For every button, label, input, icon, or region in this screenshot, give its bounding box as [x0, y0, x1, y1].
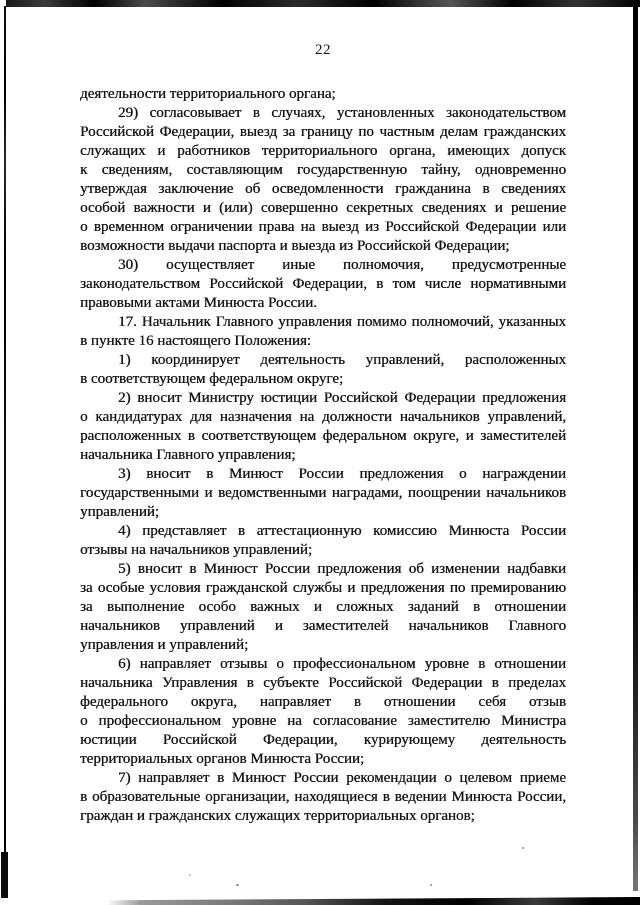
scan-edge-top [6, 0, 640, 7]
text-line: отзывы на начальников управлений; [80, 542, 313, 558]
document-body [80, 85, 566, 826]
text-line: за особые условия гражданской службы и предложения по премированию [80, 580, 566, 596]
text-line: 2) вносит Министру юстиции Российской Федерации предложения [118, 390, 566, 406]
text-line: расположенных в соответствующем федеральном округе, и заместителей [80, 428, 566, 444]
text-line: законодательством Российской Федерации, в том числе нормативными [80, 276, 566, 292]
text-line: 6) направляет отзывы о профессиональном уровне в отношении [118, 656, 566, 672]
text-line: 17. Начальник Главного управления помимо полномочий, указанных [118, 314, 566, 330]
text-line: 29) согласовывает в случаях, установленных законодательством [118, 105, 566, 121]
text-line: о профессиональном уровне на согласование заместителю Министра [80, 713, 566, 729]
text-line: юстиции Российской Федерации, курирующему деятельность [80, 732, 566, 748]
text-line: 30) осуществляет иные полномочия, предусмотренные [118, 257, 566, 273]
text-line: за выполнение особо важных и сложных заданий в отношении [80, 599, 566, 615]
text-line: территориальных органов Минюста России; [80, 751, 365, 767]
text-line: возможности выдачи паспорта и выезда из Российской Федерации; [80, 238, 510, 254]
text-line: государственными и ведомственными наградами, поощрении начальников [80, 485, 566, 501]
text-line: в пункте 16 настоящего Положения: [80, 333, 311, 349]
text-line: 7) направляет в Минюст России рекомендации о целевом приеме [118, 770, 566, 786]
text-line: 4) представляет в аттестационную комиссию Минюста России [118, 523, 566, 539]
text-line: утверждая заключение об осведомленности гражданина в сведениях [80, 181, 566, 197]
text-line: служащих и работников территориального органа, имеющих допуск [80, 143, 566, 159]
text-line: начальника Управления в субъекте Российской Федерации в пределах [80, 675, 566, 691]
scan-edge-bottom [60, 897, 640, 905]
text-line: в соответствующем федеральном округе; [80, 371, 344, 387]
text-line: начальников управлений и заместителей начальников Главного [80, 618, 566, 634]
text-line: о временном ограничении права на выезд из Российской Федерации или [80, 219, 566, 235]
text-line: к сведениям, составляющим государственную тайну, одновременно [80, 162, 566, 178]
scan-edge-left-bottom [1, 852, 8, 898]
scan-noise-dot [430, 884, 432, 886]
scan-noise-dot [522, 847, 524, 849]
text-line: 5) вносит в Минюст России предложения об изменении надбавки [118, 561, 566, 577]
text-line: правовыми актами Минюста России. [80, 295, 317, 311]
page-number: 22 [315, 42, 331, 58]
text-line: граждан и гражданских служащих территориальных органов; [80, 808, 475, 824]
scan-noise-dot [189, 874, 191, 876]
text-line: о кандидатурах для назначения на должности начальников управлений, [80, 409, 566, 425]
text-line: Российской Федерации, выезд за границу по частным делам гражданских [80, 124, 566, 140]
text-line: управлений; [80, 504, 159, 520]
text-line: федерального округа, направляет в отношении себя отзыв [80, 694, 566, 710]
text-line: управления и управлений; [80, 637, 249, 653]
text-line: особой важности и (или) совершенно секретных сведениях и решение [80, 200, 566, 216]
text-line: 1) координирует деятельность управлений, расположенных [118, 352, 566, 368]
scan-edge-left [4, 6, 6, 854]
scan-edge-right [633, 5, 638, 891]
text-line: деятельности территориального органа; [80, 86, 336, 102]
text-line: начальника Главного управления; [80, 447, 296, 463]
text-line: 3) вносит в Минюст России предложения о награждении [118, 466, 566, 482]
text-line: в образовательные организации, находящиеся в ведении Минюста России, [80, 789, 566, 805]
scan-noise-dot [236, 884, 239, 886]
